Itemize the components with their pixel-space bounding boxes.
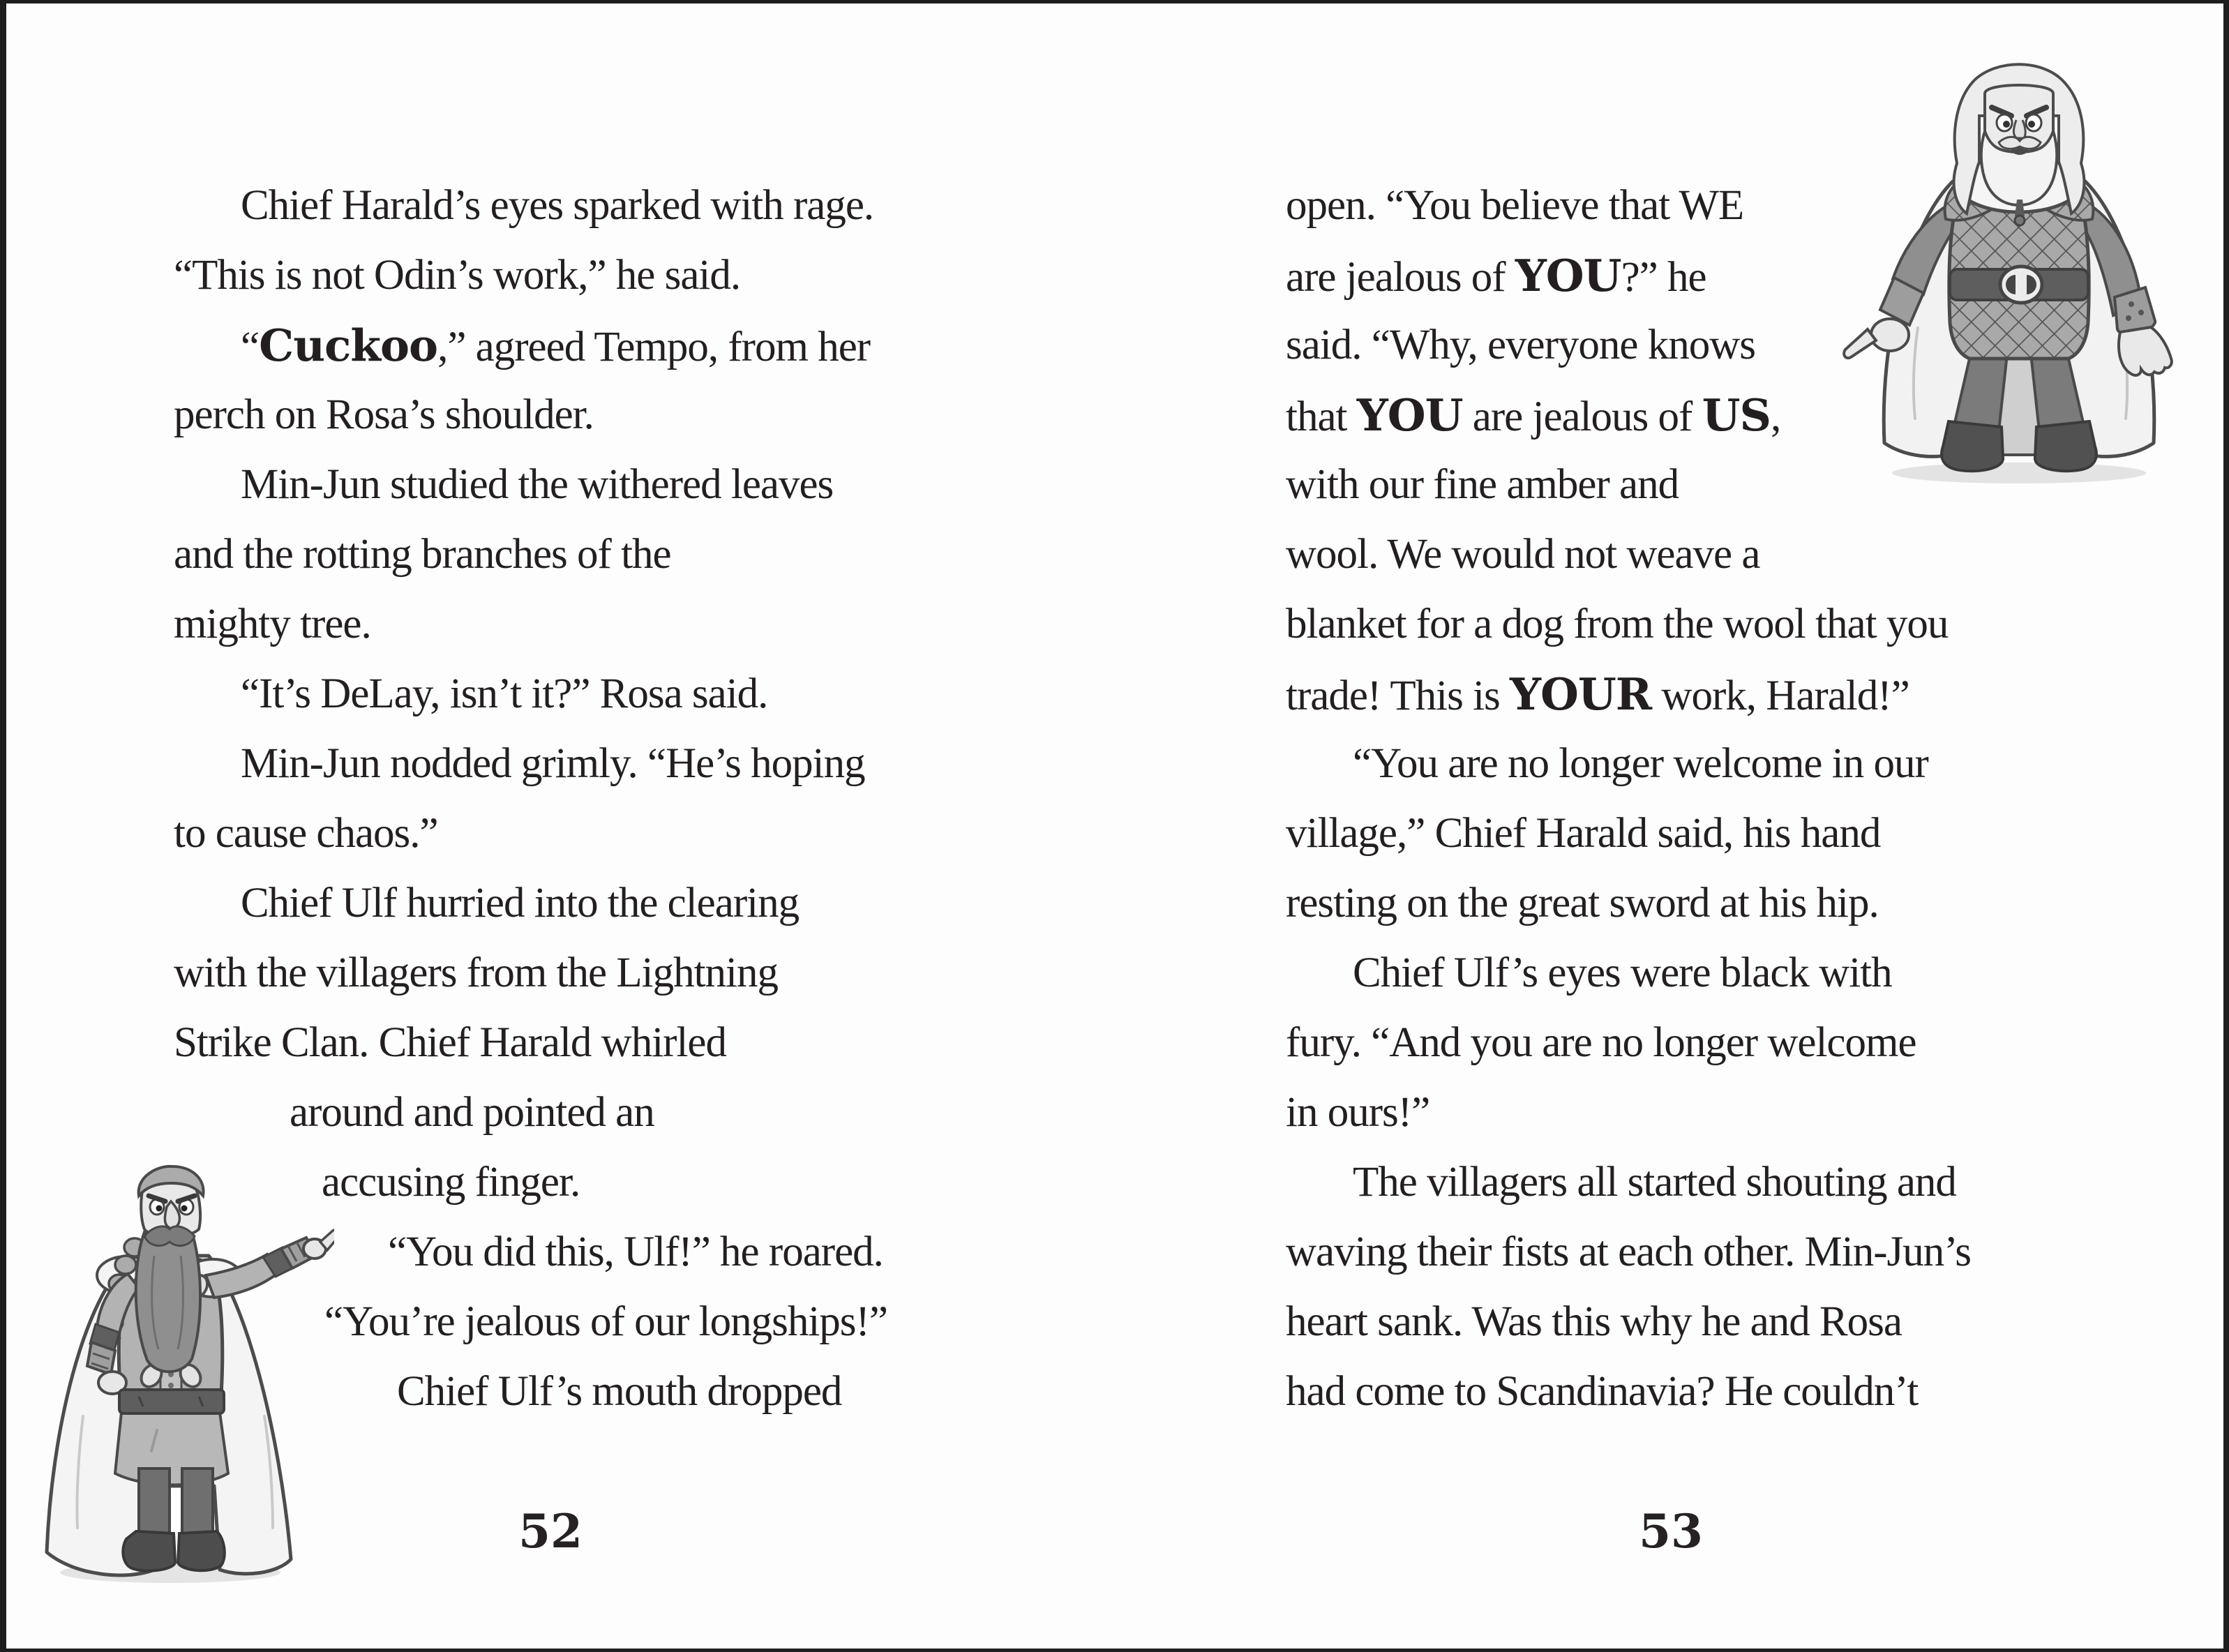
text-line <box>1286 590 2109 659</box>
body-text: “You did this, Ulf!” he roared. <box>388 1229 883 1275</box>
body-text: “ <box>241 324 260 370</box>
body-text: fury. “And you are no longer welcome <box>1286 1019 1916 1066</box>
text-line <box>1286 1217 2109 1287</box>
emphasis-text: US <box>1702 389 1771 441</box>
body-text: to cause chaos.” <box>174 810 438 857</box>
text-line <box>174 520 1039 590</box>
text-line <box>1286 799 2109 869</box>
body-text: around and pointed an <box>290 1089 654 1136</box>
text-line <box>1286 729 2109 799</box>
text-line <box>174 729 1039 799</box>
body-text: “You’re jealous of our longships!” <box>324 1298 887 1345</box>
text-line <box>174 1008 1039 1078</box>
text-line <box>174 380 1039 450</box>
emphasis-text: YOU <box>1515 250 1621 301</box>
body-text: waving their fists at each other. Min-Jun’s <box>1286 1229 1971 1275</box>
body-text: Strike Clan. Chief Harald whirled <box>174 1019 726 1066</box>
body-text: “This is not Odin’s work,” he said. <box>174 252 741 299</box>
body-text: Chief Ulf’s eyes were black with <box>1353 949 1892 996</box>
body-text: are jealous of <box>1286 254 1515 301</box>
text-line <box>1286 938 2109 1008</box>
body-text: ,” agreed Tempo, from her <box>437 324 871 370</box>
viking-chief-harald-illustration <box>34 1151 334 1591</box>
text-line <box>174 241 1039 310</box>
text-line <box>174 310 1039 380</box>
text-line <box>174 1078 1039 1148</box>
text-line <box>174 869 1039 938</box>
text-line <box>1286 1078 2109 1148</box>
text-line <box>1286 659 2109 729</box>
page-number-52: 52 <box>518 1504 583 1559</box>
body-text: had come to Scandinavia? He couldn’t <box>1286 1368 1919 1415</box>
body-text: resting on the great sword at his hip. <box>1286 880 1879 926</box>
page-number-53: 53 <box>1639 1504 1703 1559</box>
body-text: heart sank. Was this why he and Rosa <box>1286 1298 1902 1345</box>
body-text: “It’s DeLay, isn’t it?” Rosa said. <box>241 670 768 717</box>
body-text: in ours!” <box>1286 1089 1430 1136</box>
text-line <box>174 659 1039 729</box>
body-text: work, Harald!” <box>1651 673 1909 719</box>
body-text: “You are no longer welcome in our <box>1353 740 1928 787</box>
body-text: accusing finger. <box>322 1159 580 1206</box>
body-text: wool. We would not weave a <box>1286 531 1760 578</box>
emphasis-text: YOUR <box>1510 668 1652 720</box>
emphasis-text: YOU <box>1356 389 1463 441</box>
body-text: with the villagers from the Lightning <box>174 949 778 996</box>
body-text: Min-Jun studied the withered leaves <box>241 461 834 508</box>
body-text: Chief Ulf’s mouth dropped <box>397 1368 842 1415</box>
body-text: , <box>1771 393 1781 440</box>
body-text: with our fine amber and <box>1286 461 1679 508</box>
text-line <box>174 938 1039 1008</box>
body-text: Min-Jun nodded grimly. “He’s hoping <box>241 740 865 787</box>
body-text: are jealous of <box>1462 393 1702 440</box>
body-text: ?” he <box>1621 254 1706 301</box>
text-line <box>174 171 1039 241</box>
text-line <box>174 590 1039 659</box>
text-line <box>1286 1357 2109 1427</box>
emphasis-text: Cuckoo <box>259 320 438 371</box>
body-text: The villagers all started shouting and <box>1353 1159 1956 1206</box>
body-text: village,” Chief Harald said, his hand <box>1286 810 1881 857</box>
body-text: mighty tree. <box>174 601 371 647</box>
body-text: that <box>1286 393 1357 440</box>
text-line <box>1286 869 2109 938</box>
body-text: blanket for a dog from the wool that you <box>1286 601 1949 647</box>
text-line <box>174 799 1039 869</box>
text-line <box>1286 1287 2109 1357</box>
text-line <box>1286 1148 2109 1217</box>
text-line <box>174 450 1039 520</box>
body-text: said. “Why, everyone knows <box>1286 322 1756 368</box>
text-line <box>1286 520 2109 590</box>
body-text: Chief Harald’s eyes sparked with rage. <box>241 182 874 229</box>
body-text: trade! This is <box>1286 673 1510 719</box>
body-text: perch on Rosa’s shoulder. <box>174 391 594 438</box>
body-text: Chief Ulf hurried into the clearing <box>241 880 800 926</box>
body-text: open. “You believe that WE <box>1286 182 1744 229</box>
body-text: and the rotting branches of the <box>174 531 671 578</box>
viking-chief-ulf-illustration <box>1841 49 2197 488</box>
text-line <box>1286 1008 2109 1078</box>
